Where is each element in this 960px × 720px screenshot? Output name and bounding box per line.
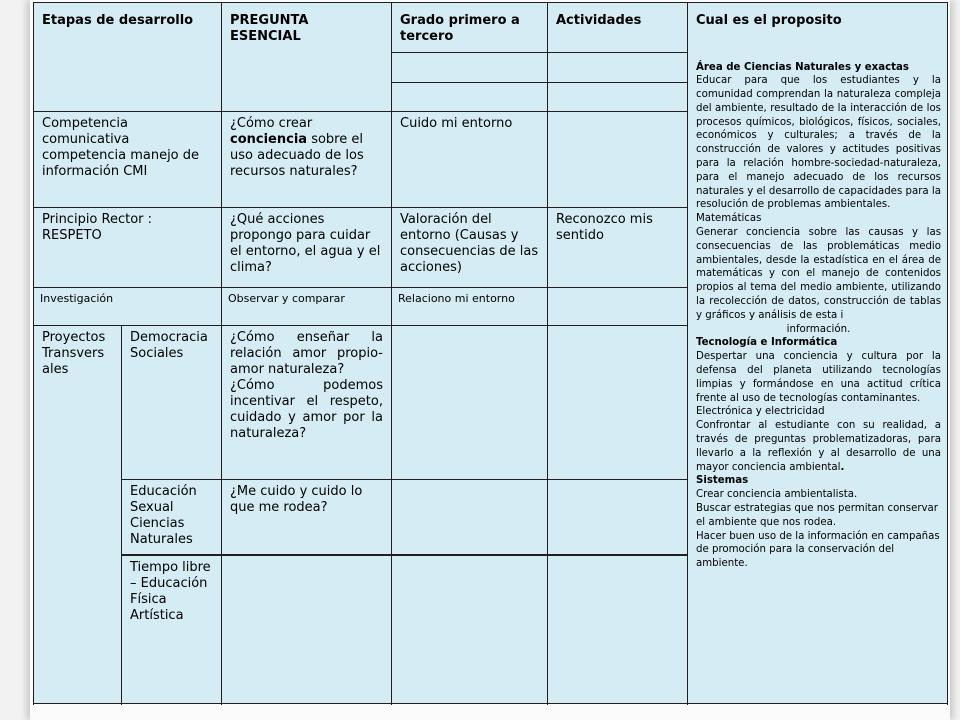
empty-cell: [392, 83, 548, 112]
competencia-pregunta-post: sobre el uso adecuado de los recursos naturales?: [230, 132, 364, 179]
empty-cell: [222, 556, 392, 704]
empty-cell: [548, 83, 688, 112]
competencia-pregunta: [222, 112, 392, 208]
purpose-mat-text: [696, 226, 941, 323]
investigacion-grado: Relaciono mi entorno: [392, 288, 548, 326]
proyecto-pregunta-1: ¿Cómo enseñar la relación amor propio- amor naturaleza?: [230, 330, 383, 377]
principio-pregunta: ¿Qué acciones propongo para cuidar el entorno, el agua y el clima?: [222, 208, 392, 288]
purpose-mat-tail: información.: [786, 323, 851, 335]
empty-cell: [548, 112, 688, 208]
empty-cell: [392, 556, 548, 704]
empty-cell: [392, 480, 548, 555]
header-etapas: Etapas de desarrollo: [34, 3, 222, 112]
competencia-grado: Cuido mi entorno: [392, 112, 548, 208]
header-pregunta: PREGUNTA ESENCIAL: [222, 3, 392, 112]
empty-cell: [548, 480, 688, 555]
empty-cell: [392, 53, 548, 83]
header-grado: Grado primero a tercero: [392, 3, 548, 53]
purpose-mat-text-body: Generar conciencia sobre las causas y las consecuencias de las problemáticas medio ambientales, desde la estadística en el área de matemáticas y con el manejo de contenidos propios al tema del medio ambiente, utilizando la recolección de datos, construcción de tablas y gráficos y análisis de esta i: [696, 227, 941, 321]
purpose-ele-title: Electrónica y electricidad: [696, 406, 825, 418]
principio-grado: Valoración del entorno (Causas y consecuencias de las acciones): [392, 208, 548, 288]
competencia-etapa: Competencia comunicativa competencia manejo de información CMI: [34, 112, 222, 208]
curriculum-table: [33, 2, 948, 704]
principio-actividades: Reconozco mis sentido: [548, 208, 688, 288]
header-actividades: Actividades: [548, 3, 688, 53]
proyectos-label: Proyectos Transvers ales: [34, 326, 122, 704]
empty-cell: [548, 556, 688, 704]
purpose-sis-title: Sistemas: [696, 475, 749, 487]
competencia-pregunta-bold: conciencia: [230, 132, 308, 147]
empty-cell: [392, 326, 548, 480]
purpose-ele-dot: .: [840, 461, 845, 473]
principio-etapa: Principio Rector : RESPETO: [34, 208, 222, 288]
purpose-sis-3: Hacer buen uso de la información en campañas de promoción para la conservación del ambiente.: [696, 530, 940, 570]
purpose-ele-text: [696, 419, 941, 474]
purpose-cell: [688, 53, 948, 704]
proyecto-pregunta-2: ¿Cómo podemos incentivar el respeto, cuidado y amor por la naturaleza?: [230, 378, 383, 441]
proyecto-nombre: Tiempo libre – Educación Física Artística: [122, 556, 222, 704]
purpose-sis-2: Buscar estrategias que nos permitan conservar el ambiente que nos rodea.: [696, 503, 938, 528]
purpose-tec-title: Tecnología e Informática: [696, 337, 838, 349]
competencia-pregunta-pre: ¿Cómo crear: [230, 116, 313, 131]
proyecto-nombre: Democracia Sociales: [122, 326, 222, 480]
purpose-tec-text: Despertar una conciencia y cultura por la defensa del planeta utilizando tecnologías limpias y formándose en una actitud crítica frente al uso de tecnologías contaminantes.: [696, 351, 941, 404]
purpose-mat-title: Matemáticas: [696, 213, 762, 225]
proyecto-preguntas: [222, 326, 392, 480]
empty-cell: [548, 326, 688, 480]
investigacion-pregunta: Observar y comparar: [222, 288, 392, 326]
proyecto-pregunta-1: ¿Me cuido y cuido lo que me rodea?: [222, 480, 392, 555]
investigacion-etapa: Investigación: [34, 288, 222, 326]
purpose-area-title: Área de Ciencias Naturales y exactas: [696, 61, 909, 73]
purpose-ele-text-body: Confrontar al estudiante con su realidad, a través de preguntas problematizadoras, para llevarlo a la reflexión y al desarrollo de una mayor conciencia ambiental: [696, 420, 941, 473]
purpose-sis-1: Crear conciencia ambientalista.: [696, 489, 858, 501]
header-proposito: Cual es el proposito: [688, 3, 948, 53]
purpose-area-text: Educar para que los estudiantes y la comunidad comprendan la naturaleza compleja del ambiente, resultado de la interacción de los procesos químicos, biológicos, físicos, sociales, económicos y culturales; a través de la construcción de valores y actitudes positivas para la relación hombre-sociedad-naturaleza, para el manejo adecuado de los recursos naturales y el desarrollo de capacidades para la resolución de problemas ambientales.: [696, 75, 941, 211]
empty-cell: [548, 53, 688, 83]
empty-cell: [548, 288, 688, 326]
header-row: [34, 3, 948, 53]
proyecto-nombre: Educación Sexual Ciencias Naturales: [122, 480, 222, 555]
